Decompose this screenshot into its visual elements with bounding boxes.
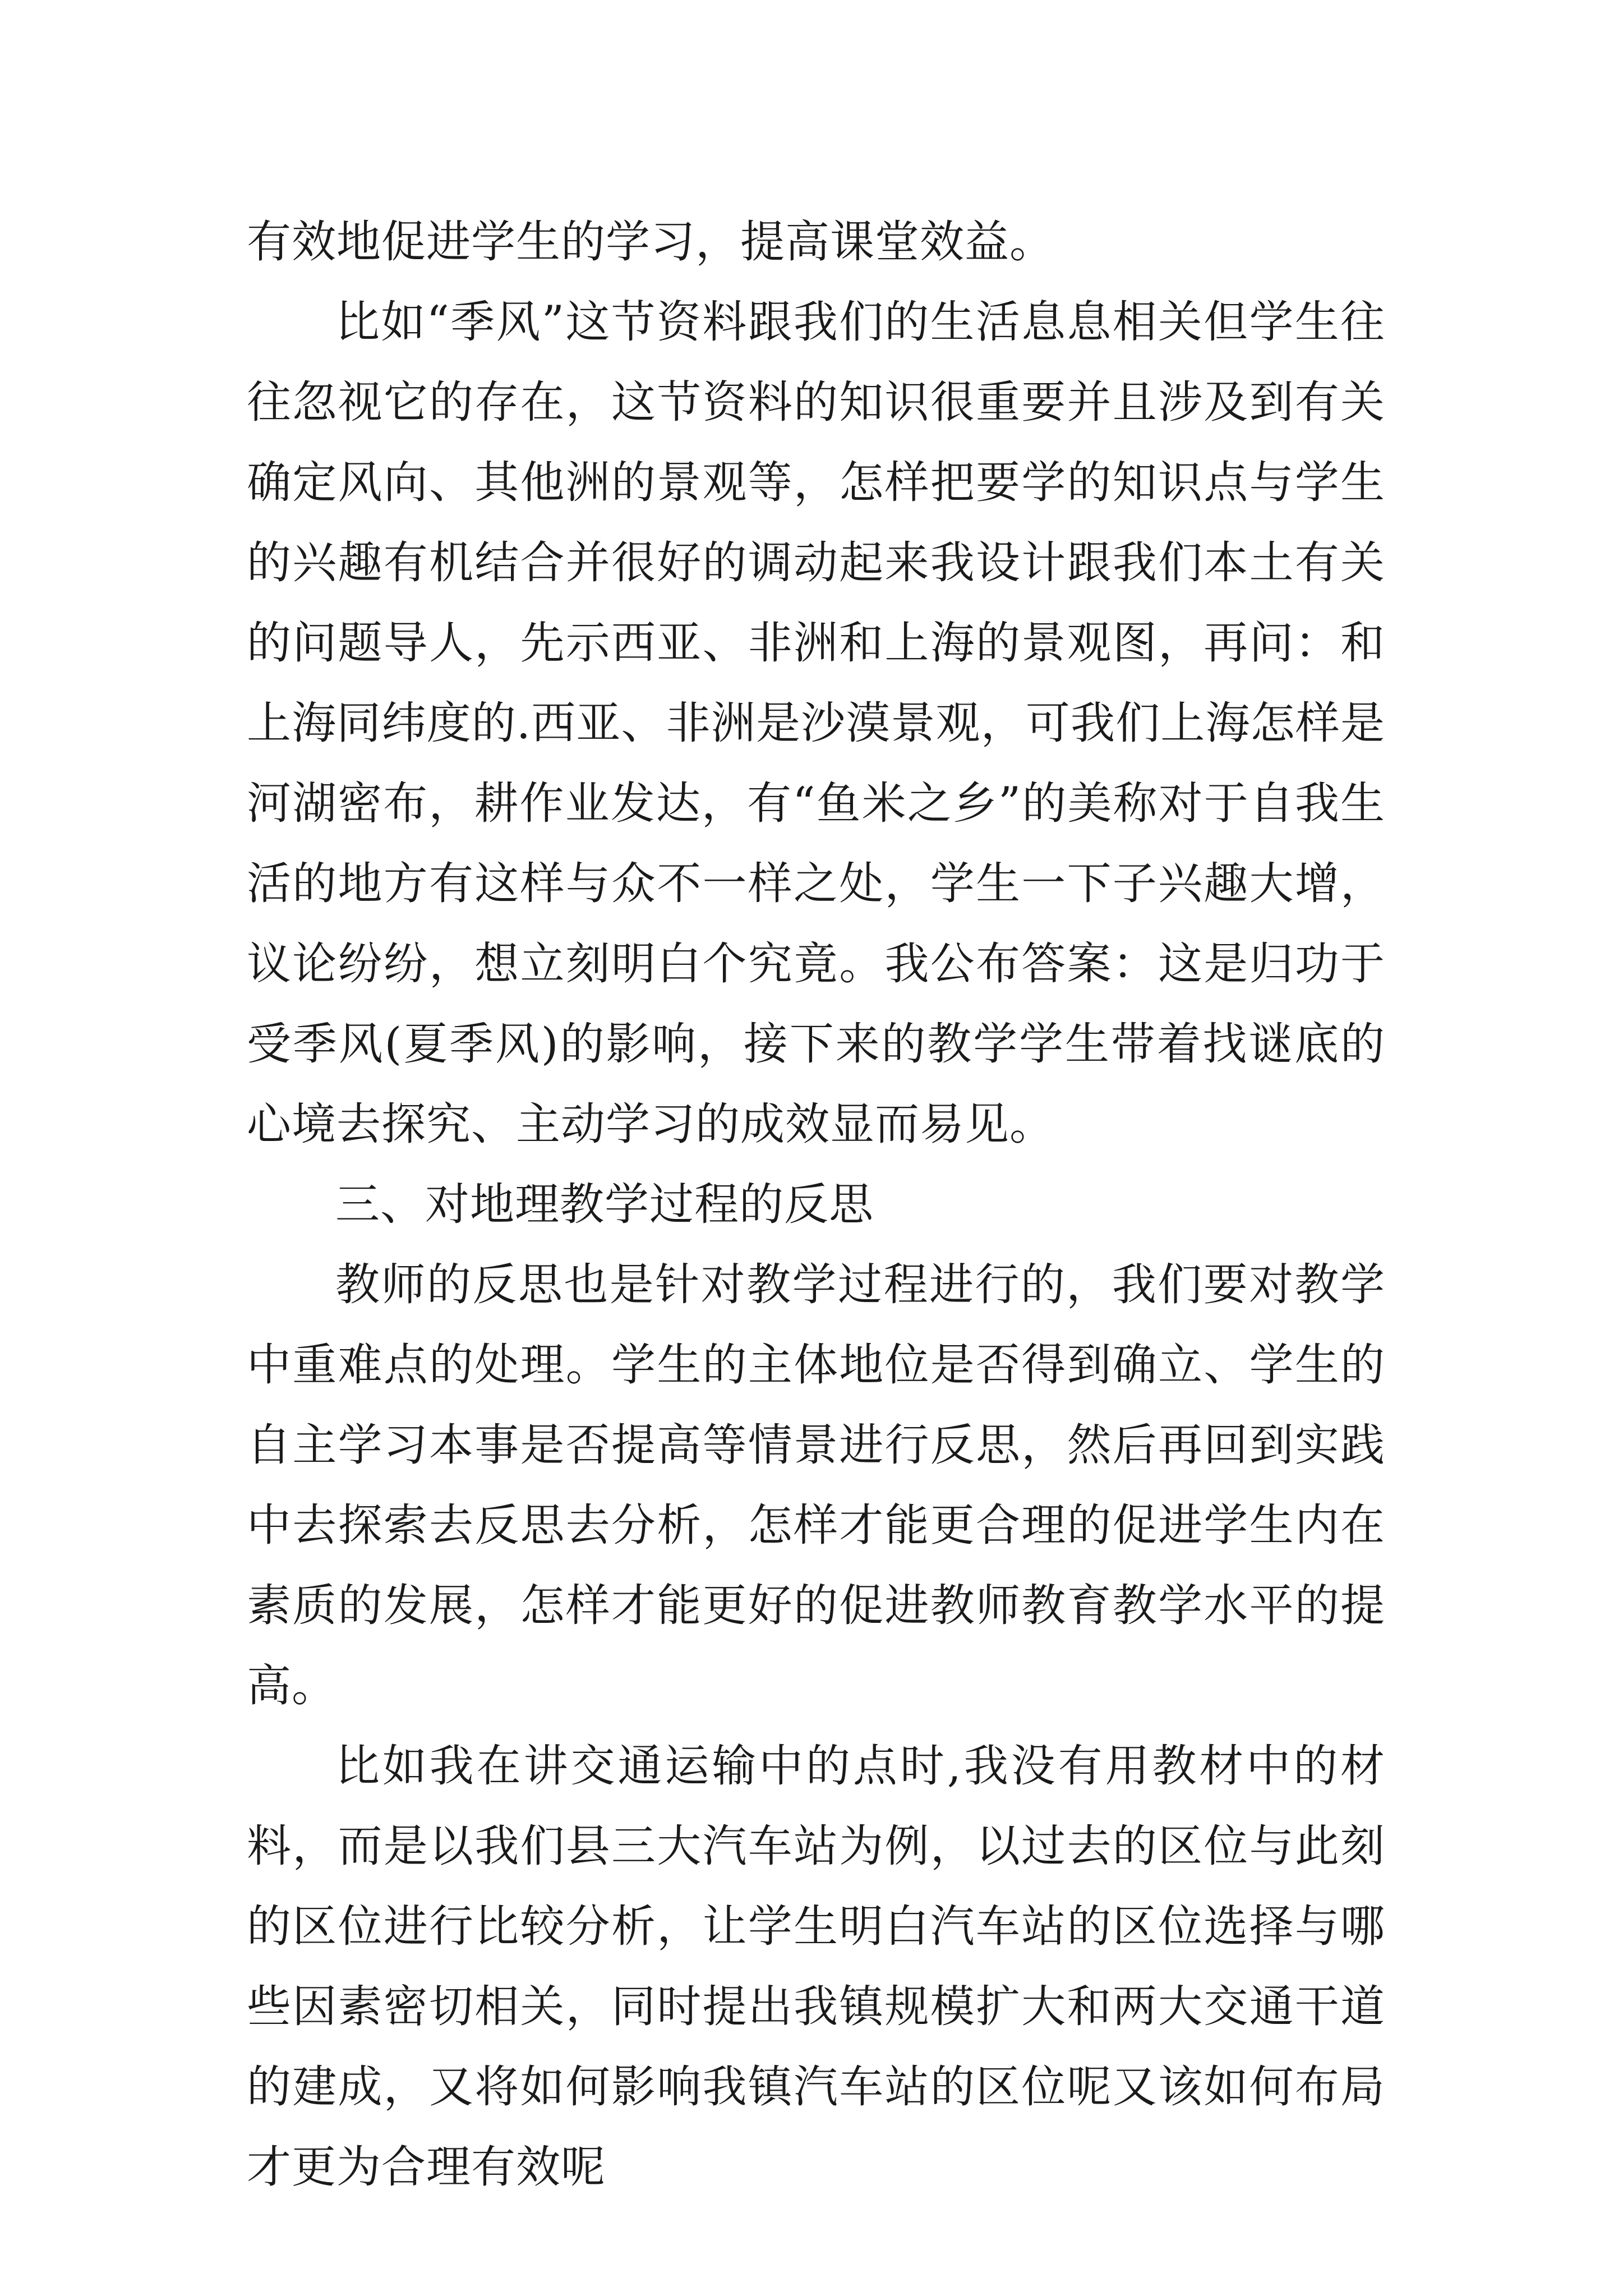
paragraph-intro-continuation: 有效地促进学生的学习，提高课堂效益。 [247,216,1054,268]
paragraph-transport-example: 比如我在讲交通运输中的点时,我没有用教材中的材料，而是以我们县三大汽车站为例，以过去的区位与此刻的区位进行比较分析，让学生明白汽车站的区位选择与哪些因素密切相关，同时提出我镇规模扩大和两大交通干道的建成，又将如何影响我镇汽车站的区位呢又该如何布局才更为合理有效呢 [247,1740,1385,2193]
document-body [247,202,1385,2207]
section-heading-teaching-process-reflection: 三、对地理教学过程的反思 [335,1179,874,1230]
paragraph-teacher-reflection: 教师的反思也是针对教学过程进行的，我们要对教学中重难点的处理。学生的主体地位是否得到确立、学生的自主学习本事是否提高等情景进行反思，然后再回到实践中去探索去反思去分析，怎样才能更合理的促进学生内在素质的发展，怎样才能更好的促进教师教育教学水平的提高。 [247,1259,1385,1711]
paragraph-monsoon-example: 比如“季风”这节资料跟我们的生活息息相关但学生往往忽视它的存在，这节资料的知识很重要并且涉及到有关确定风向、其他洲的景观等，怎样把要学的知识点与学生的兴趣有机结合并很好的调动起来我设计跟我们本土有关的问题导人，先示西亚、非洲和上海的景观图，再问：和上海同纬度的.西亚、非洲是沙漠景观，可我们上海怎样是河湖密布，耕作业发达，有“鱼米之乡”的美称对于自我生活的地方有这样与众不一样之处，学生一下子兴趣大增，议论纷纷，想立刻明白个究竟。我公布答案：这是归功于受季风(夏季风)的影响，接下来的教学学生带着找谜底的心境去探究、主动学习的成效显而易见。 [247,296,1385,1150]
